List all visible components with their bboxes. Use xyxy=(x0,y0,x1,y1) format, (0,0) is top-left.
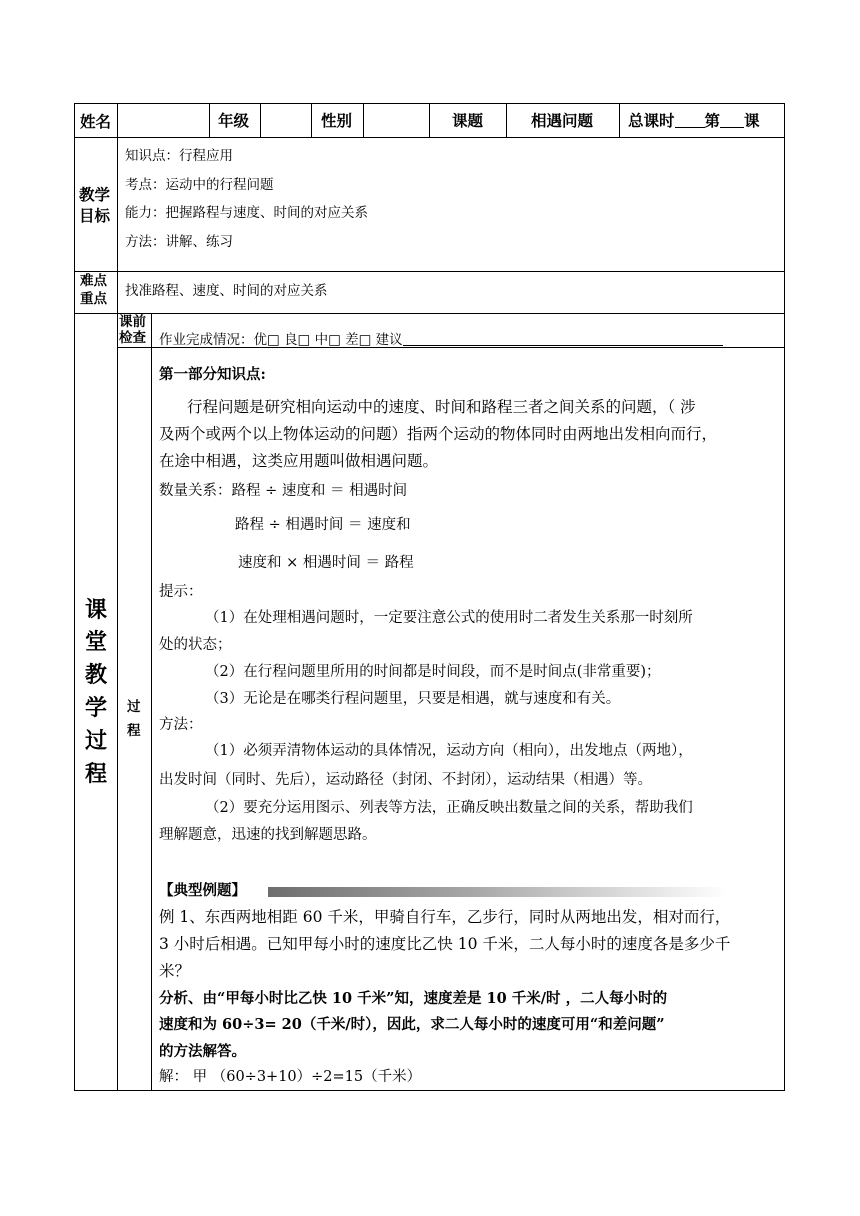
methods-label: 方法： xyxy=(159,717,203,733)
example-line: 3 小时后相遇。已知甲每小时的速度比乙快 10 千米，二人每小时的速度各是多少千 xyxy=(159,935,731,953)
col-divider xyxy=(209,104,210,137)
tip-line: 处的状态； xyxy=(159,637,232,653)
analysis-line: 速度和为 60÷3= 20（千米/时），因此，求二人每小时的速度可用“和差问题” xyxy=(159,1016,665,1033)
classroom-label-char: 课 xyxy=(85,597,108,623)
objective-item: 能力：把握路程与速度、时间的对应关系 xyxy=(125,205,368,221)
classroom-label-char: 过 xyxy=(85,728,108,754)
lesson-blank xyxy=(720,114,744,128)
row-divider xyxy=(75,313,784,314)
name-label: 姓名 xyxy=(80,112,112,131)
row-divider xyxy=(75,137,784,138)
classroom-label-char: 堂 xyxy=(85,629,108,655)
col-divider xyxy=(260,104,261,137)
example-heading: 【典型例题】 xyxy=(159,882,246,899)
heading-gradient-bar xyxy=(268,887,728,897)
intro-line: 在途中相遇，这类应用题叫做相遇问题。 xyxy=(159,452,439,470)
analysis-line: 分析、由“甲每小时比乙快 10 千米”知，速度差是 10 千米/时 ，二人每小时的 xyxy=(159,990,668,1007)
row-divider xyxy=(75,271,784,272)
col-divider xyxy=(429,104,430,137)
example-line: 米？ xyxy=(159,962,191,980)
example-line: 例 1、东西两地相距 60 千米，甲骑自行车，乙步行，同时从两地出发，相对而行， xyxy=(159,908,731,926)
tip-line: （1）在处理相遇问题时，一定要注意公式的使用时二者发生关系那一时刻所 xyxy=(205,610,693,626)
method-line: （1）必须弄清物体运动的具体情况，运动方向（相向），出发地点（两地）， xyxy=(205,743,693,759)
col-divider xyxy=(117,137,118,1091)
total-hours xyxy=(628,113,760,129)
difficulty-label: 重点 xyxy=(80,291,107,307)
objective-item: 考点：运动中的行程问题 xyxy=(125,177,274,193)
classroom-label-char: 程 xyxy=(85,761,108,787)
col-divider xyxy=(117,104,118,137)
col-divider xyxy=(311,104,312,137)
method-line: （2）要充分运用图示、列表等方法，正确反映出数量之间的关系，帮助我们 xyxy=(205,800,693,816)
precheck-text xyxy=(159,332,723,348)
part1-title: 第一部分知识点: xyxy=(159,366,266,383)
method-line: 出发时间（同时、先后），运动路径（封闭、不封闭），运动结果（相遇）等。 xyxy=(159,772,652,788)
topic-value: 相遇问题 xyxy=(531,111,594,130)
objectives-label: 教学 xyxy=(79,185,111,204)
lesson-number-label: 第 xyxy=(704,111,721,130)
difficulty-text: 找准路程、速度、时间的对应关系 xyxy=(125,283,328,299)
col-divider xyxy=(619,104,620,137)
topic-label: 课题 xyxy=(452,111,484,130)
intro-line: 及两个或两个以上物体运动的问题）指两个运动的物体同时由两地出发相向而行， xyxy=(159,425,718,443)
tips-label: 提示： xyxy=(159,584,203,600)
precheck-content: 作业完成情况：优□ 良□ 中□ 差□ 建议 xyxy=(159,332,403,348)
lesson-suffix: 课 xyxy=(744,111,760,130)
analysis-line: 的方法解答。 xyxy=(159,1043,246,1060)
formula-line: 路程 ÷ 相遇时间 ＝ 速度和 xyxy=(235,517,411,533)
precheck-label: 课前 xyxy=(119,314,146,330)
total-blank xyxy=(675,114,705,128)
suggestion-blank xyxy=(403,332,723,346)
objectives-label: 目标 xyxy=(79,206,111,225)
classroom-label-char: 教 xyxy=(85,662,108,688)
col-divider xyxy=(151,313,152,1091)
lesson-plan-table xyxy=(74,103,785,1091)
method-line: 理解题意，迅速的找到解题思路。 xyxy=(159,827,377,843)
formula-line: 速度和 × 相遇时间 ＝ 路程 xyxy=(238,555,414,571)
process-label: 程 xyxy=(127,723,141,739)
difficulty-label: 难点 xyxy=(80,273,107,289)
precheck-label: 检查 xyxy=(119,330,146,346)
tip-line: （2）在行程问题里所用的时间都是时间段，而不是时间点(非常重要)； xyxy=(205,664,661,680)
solution-line: 解： 甲 （60÷3+10）÷2=15（千米） xyxy=(159,1069,422,1085)
col-divider xyxy=(363,104,364,137)
process-label: 过 xyxy=(127,699,141,715)
objective-item: 知识点：行程应用 xyxy=(125,148,233,164)
grade-label: 年级 xyxy=(218,111,250,130)
total-label: 总课时 xyxy=(628,111,675,130)
col-divider xyxy=(506,104,507,137)
classroom-label-char: 学 xyxy=(85,695,108,721)
objective-item: 方法：讲解、练习 xyxy=(125,234,233,250)
formula-line: 数量关系：路程 ÷ 速度和 ＝ 相遇时间 xyxy=(159,483,408,499)
gender-label: 性别 xyxy=(321,111,353,130)
tip-line: （3）无论是在哪类行程问题里，只要是相遇，就与速度和有关。 xyxy=(205,691,621,707)
intro-line: 行程问题是研究相向运动中的速度、时间和路程三者之间关系的问题，（ 涉 xyxy=(187,398,696,416)
